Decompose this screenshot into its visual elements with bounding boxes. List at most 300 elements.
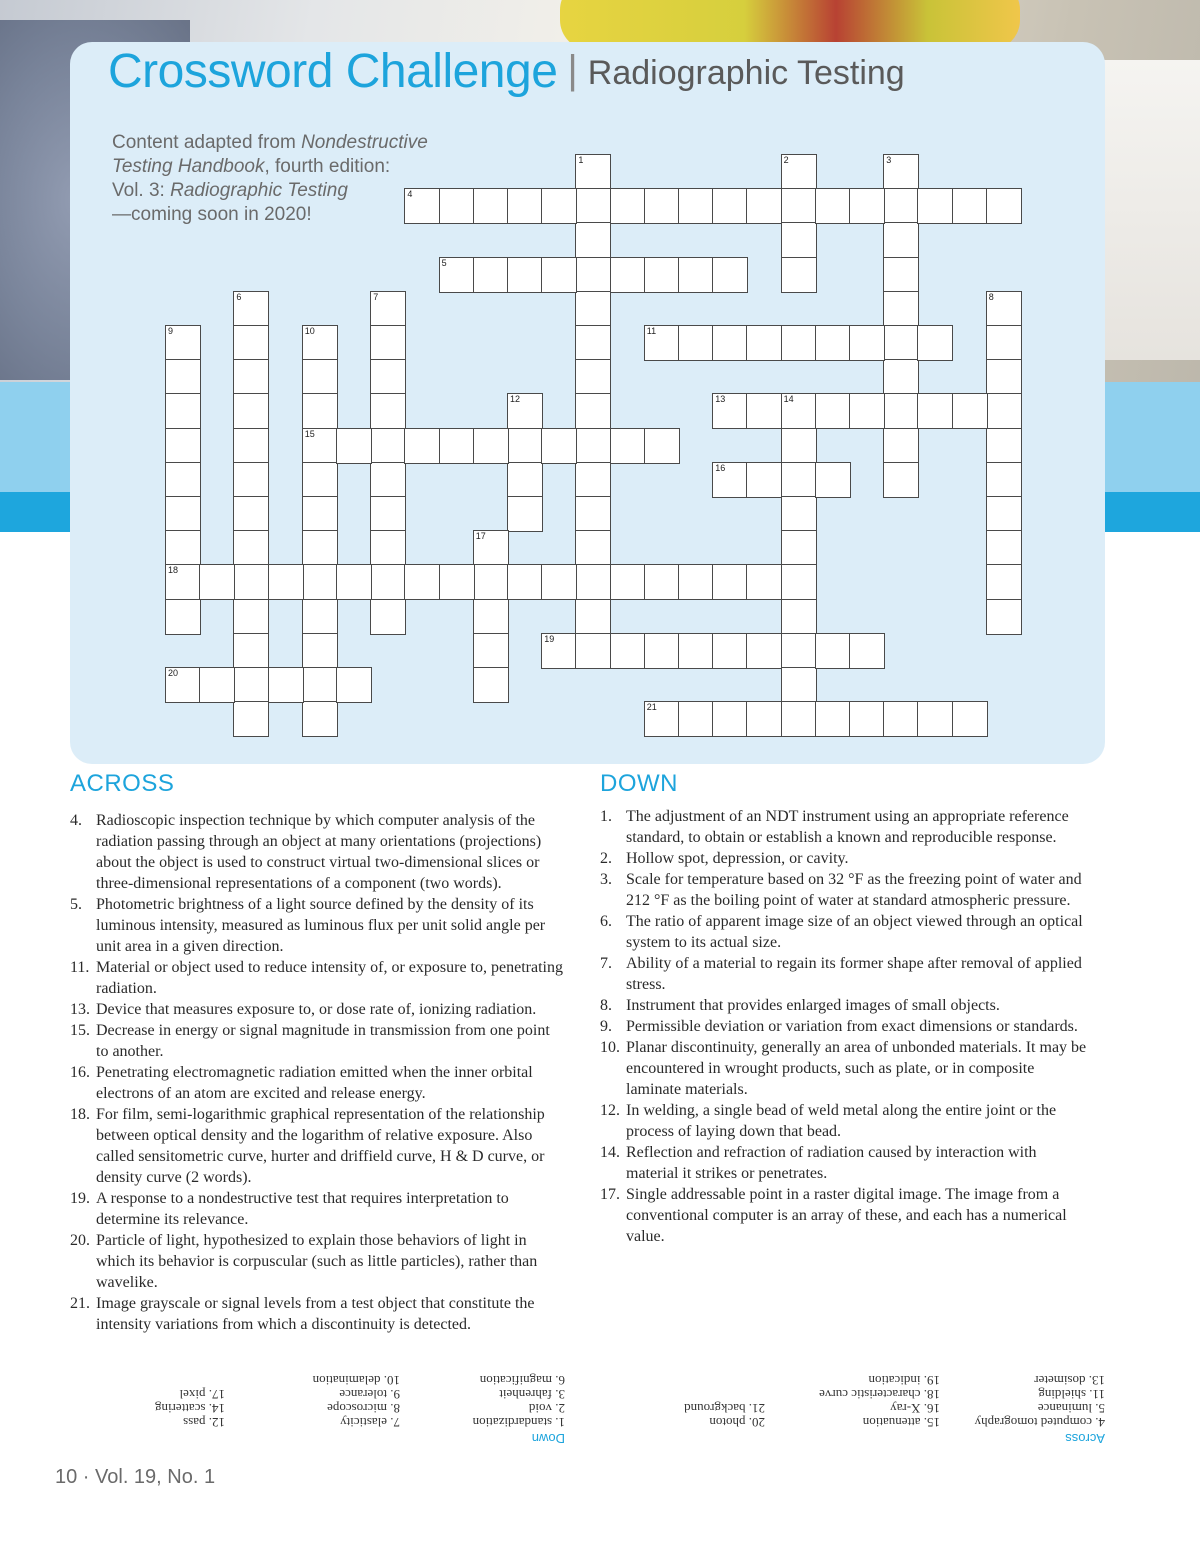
clue-item-number: 18. xyxy=(70,1106,90,1123)
crossword-cell[interactable] xyxy=(575,599,611,635)
clue-number: 11 xyxy=(646,326,657,336)
crossword-cell[interactable] xyxy=(610,428,646,464)
crossword-cell[interactable] xyxy=(883,701,919,737)
crossword-cell[interactable] xyxy=(575,325,611,361)
clue-item-number: 17. xyxy=(600,1186,620,1203)
crossword-cell[interactable] xyxy=(370,564,406,600)
answer-item: 2. void xyxy=(528,1401,565,1416)
crossword-cell[interactable] xyxy=(233,428,269,464)
clue-item-number: 13. xyxy=(70,1001,90,1018)
crossword-cell[interactable] xyxy=(268,667,304,703)
crossword-cell[interactable] xyxy=(815,393,851,429)
crossword-cell[interactable] xyxy=(849,325,885,361)
crossword-cell[interactable] xyxy=(302,564,338,600)
crossword-cell[interactable] xyxy=(507,257,543,293)
crossword-cell[interactable] xyxy=(370,291,406,327)
clue-item-text: Device that measures exposure to, or dose rate of, ionizing radiation. xyxy=(96,1001,537,1018)
answers-down-col3 xyxy=(155,1387,225,1445)
intro-line1-italic: Nondestructive xyxy=(301,132,428,153)
answer-key xyxy=(70,1373,1105,1446)
crossword-cell[interactable] xyxy=(815,325,851,361)
crossword-cell[interactable] xyxy=(849,188,885,224)
answer-item: 8. microscope xyxy=(327,1401,400,1416)
crossword-cell[interactable] xyxy=(644,633,680,669)
crossword-cell[interactable] xyxy=(575,359,611,395)
crossword-cell[interactable] xyxy=(781,496,817,532)
clue-item xyxy=(70,1104,565,1188)
clue-item-text: In welding, a single bead of weld metal along the entire joint or the process of laying down that bead. xyxy=(626,1102,1057,1140)
crossword-cell[interactable] xyxy=(302,599,338,635)
clue-item xyxy=(600,1037,1090,1100)
clue-item-number: 20. xyxy=(70,1232,90,1249)
crossword-cell[interactable] xyxy=(712,701,748,737)
crossword-cell[interactable] xyxy=(336,428,372,464)
crossword-cell[interactable] xyxy=(644,188,680,224)
crossword-cell[interactable] xyxy=(370,428,406,464)
crossword-cell[interactable] xyxy=(336,564,372,600)
crossword-cell[interactable] xyxy=(370,496,406,532)
clue-item-text: Material or object used to reduce intensity of, or exposure to, penetrating radiation. xyxy=(96,959,563,997)
crossword-cell[interactable] xyxy=(917,393,953,429)
crossword-cell[interactable] xyxy=(233,530,269,566)
answers-down-heading: Down xyxy=(531,1431,565,1446)
clue-number: 21 xyxy=(646,702,657,713)
clue-number: 2 xyxy=(783,155,789,165)
crossword-cell[interactable] xyxy=(575,393,611,429)
answers-across-heading: Across xyxy=(1065,1431,1105,1446)
clue-item-text: Radioscopic inspection technique by which computer analysis of the radiation passing through an object at many orientations (projections) about the object is used to construct virtual two-dimensional slices or three-dimensional representations of a component (two words). xyxy=(96,812,542,892)
clue-item-text: Permissible deviation or variation from exact dimensions or standards. xyxy=(626,1018,1078,1035)
crossword-cell[interactable] xyxy=(986,599,1022,635)
clue-item-text: The adjustment of an NDT instrument using an appropriate reference standard, to obtain or establish a known and reproducible response. xyxy=(626,808,1069,846)
crossword-cell[interactable] xyxy=(952,188,988,224)
answer-item: 7. elasticity xyxy=(340,1415,400,1430)
crossword-cell[interactable] xyxy=(883,428,919,464)
crossword-cell[interactable] xyxy=(986,530,1022,566)
clue-item xyxy=(600,806,1090,848)
crossword-cell[interactable] xyxy=(439,257,475,293)
crossword-cell[interactable] xyxy=(746,325,782,361)
crossword-cell[interactable] xyxy=(986,462,1022,498)
crossword-cell[interactable] xyxy=(883,222,919,258)
crossword-cell[interactable] xyxy=(746,188,782,224)
crossword-cell[interactable] xyxy=(644,325,680,361)
clue-item-text: Decrease in energy or signal magnitude in transmission from one point to another. xyxy=(96,1022,550,1060)
answer-item: 9. tolerance xyxy=(339,1387,400,1402)
intro-line3-italic: Radiographic Testing xyxy=(170,180,348,201)
crossword-cell[interactable] xyxy=(575,257,611,293)
clue-number: 18 xyxy=(168,565,179,576)
clue-item xyxy=(70,1230,565,1293)
crossword-cell[interactable] xyxy=(815,462,851,498)
crossword-cell[interactable] xyxy=(233,462,269,498)
answer-item: 21. background xyxy=(684,1401,765,1416)
crossword-cell[interactable] xyxy=(575,530,611,566)
crossword-cell[interactable] xyxy=(199,667,235,703)
answers-across-col3 xyxy=(684,1401,765,1445)
clue-item-number: 5. xyxy=(70,896,82,913)
down-heading: DOWN xyxy=(600,770,678,797)
crossword-cell[interactable] xyxy=(883,291,919,327)
clue-number: 13 xyxy=(715,394,726,405)
crossword-cell[interactable] xyxy=(781,667,817,703)
clue-item-text: Hollow spot, depression, or cavity. xyxy=(626,850,849,867)
crossword-cell[interactable] xyxy=(712,325,748,361)
crossword-cell[interactable] xyxy=(746,633,782,669)
crossword-cell[interactable] xyxy=(678,564,714,600)
crossword-cell[interactable] xyxy=(507,393,543,429)
clue-number: 6 xyxy=(236,291,242,302)
clue-item xyxy=(600,953,1090,995)
clue-number: 8 xyxy=(988,291,994,302)
crossword-cell[interactable] xyxy=(165,393,201,429)
intro-line3-prefix: Vol. 3: xyxy=(112,180,171,201)
crossword-cell[interactable] xyxy=(575,462,611,498)
crossword-cell[interactable] xyxy=(302,667,338,703)
crossword-cell[interactable] xyxy=(575,428,611,464)
intro-line1-prefix: Content adapted from xyxy=(112,132,302,153)
answers-down-col1 xyxy=(473,1373,565,1445)
crossword-cell[interactable] xyxy=(815,188,851,224)
crossword-cell[interactable] xyxy=(268,564,304,600)
crossword-cell[interactable] xyxy=(849,633,885,669)
clue-item-text: The ratio of apparent image size of an object viewed through an optical system to its actual size. xyxy=(626,913,1083,951)
crossword-cell[interactable] xyxy=(199,564,235,600)
clue-item-text: Instrument that provides enlarged images of small objects. xyxy=(626,997,1000,1014)
title-main: Crossword Challenge xyxy=(108,45,558,98)
clue-item-number: 3. xyxy=(600,871,612,888)
crossword-cell[interactable] xyxy=(302,462,338,498)
crossword-cell[interactable] xyxy=(678,325,714,361)
clue-item-number: 21. xyxy=(70,1295,90,1312)
clue-item-number: 8. xyxy=(600,997,612,1014)
crossword-cell[interactable] xyxy=(575,222,611,258)
crossword-cell[interactable] xyxy=(473,564,509,600)
crossword-cell[interactable] xyxy=(781,222,817,258)
crossword-cell[interactable] xyxy=(644,564,680,600)
crossword-cell[interactable] xyxy=(302,633,338,669)
crossword-cell[interactable] xyxy=(541,188,577,224)
crossword-cell[interactable] xyxy=(883,393,919,429)
crossword-cell[interactable] xyxy=(165,496,201,532)
crossword-cell[interactable] xyxy=(541,564,577,600)
crossword-cell[interactable] xyxy=(575,633,611,669)
crossword-cell[interactable] xyxy=(952,393,988,429)
crossword-cell[interactable] xyxy=(781,257,817,293)
crossword-cell[interactable] xyxy=(986,428,1022,464)
clue-item xyxy=(600,911,1090,953)
answers-down-col2 xyxy=(313,1373,400,1445)
clue-item xyxy=(70,894,565,957)
crossword-cell[interactable] xyxy=(917,325,953,361)
clue-item-text: Planar discontinuity, generally an area of unbonded materials. It may be encountered in wrought products, such as plate, or in composite laminate materials. xyxy=(626,1039,1087,1098)
crossword-cell[interactable] xyxy=(370,530,406,566)
crossword-cell[interactable] xyxy=(952,701,988,737)
crossword-cell[interactable] xyxy=(575,291,611,327)
crossword-cell[interactable] xyxy=(165,325,201,361)
crossword-cell[interactable] xyxy=(917,188,953,224)
crossword-cell[interactable] xyxy=(746,701,782,737)
clue-item xyxy=(70,1062,565,1104)
clue-item-number: 11. xyxy=(70,959,90,976)
crossword-cell[interactable] xyxy=(781,428,817,464)
intro-line4: —coming soon in 2020! xyxy=(112,204,312,225)
answer-item: 18. characteristic curve xyxy=(819,1387,940,1402)
intro-line2-suffix: , fourth edition: xyxy=(264,156,391,177)
answer-item: 1. standardization xyxy=(472,1415,565,1430)
crossword-cell[interactable] xyxy=(644,701,680,737)
crossword-cell[interactable] xyxy=(233,325,269,361)
answer-item: 5. luminance xyxy=(1037,1401,1105,1416)
crossword-cell[interactable] xyxy=(986,188,1022,224)
crossword-cell[interactable] xyxy=(233,701,269,737)
answer-item: 12. pass xyxy=(183,1415,225,1430)
clue-item-text: Reflection and refraction of radiation caused by interaction with material it strikes or penetrates. xyxy=(626,1144,1037,1182)
clue-item-number: 19. xyxy=(70,1190,90,1207)
title-separator: | xyxy=(567,48,578,92)
answer-item: 3. fahrenheit xyxy=(499,1387,565,1402)
crossword-cell[interactable] xyxy=(712,188,748,224)
crossword-cell[interactable] xyxy=(370,325,406,361)
crossword-cell[interactable] xyxy=(781,188,817,224)
answer-item: 4. computed tomography xyxy=(974,1415,1105,1430)
crossword-cell[interactable] xyxy=(610,564,646,600)
answer-item: 11. shielding xyxy=(1038,1387,1105,1402)
answer-item: 14. scattering xyxy=(154,1401,225,1416)
crossword-cell[interactable] xyxy=(233,599,269,635)
across-heading: ACROSS xyxy=(70,770,175,797)
crossword-cell[interactable] xyxy=(883,462,919,498)
crossword-cell[interactable] xyxy=(575,154,611,190)
crossword-cell[interactable] xyxy=(473,633,509,669)
answer-item: 10. delamination xyxy=(312,1373,400,1388)
crossword-cell[interactable] xyxy=(165,462,201,498)
crossword-cell[interactable] xyxy=(815,633,851,669)
crossword-cell[interactable] xyxy=(781,393,817,429)
crossword-cell[interactable] xyxy=(712,393,748,429)
clue-item-text: Penetrating electromagnetic radiation emitted when the inner orbital electrons of an atom are excited and release energy. xyxy=(96,1064,533,1102)
crossword-cell[interactable] xyxy=(233,393,269,429)
crossword-cell[interactable] xyxy=(370,599,406,635)
answer-item: 20. photon xyxy=(709,1415,765,1430)
crossword-cell[interactable] xyxy=(302,701,338,737)
crossword-cell[interactable] xyxy=(781,701,817,737)
crossword-cell[interactable] xyxy=(610,633,646,669)
crossword-cell[interactable] xyxy=(541,428,577,464)
clue-item xyxy=(600,869,1090,911)
answer-item: 6. magnification xyxy=(479,1373,565,1388)
crossword-cell[interactable] xyxy=(986,325,1022,361)
answers-across-col2 xyxy=(819,1373,940,1445)
page-footer: 10 · Vol. 19, No. 1 xyxy=(55,1466,216,1488)
crossword-cell[interactable] xyxy=(404,428,440,464)
clue-number: 12 xyxy=(510,394,521,405)
clue-item-number: 7. xyxy=(600,955,612,972)
crossword-cell[interactable] xyxy=(575,496,611,532)
answers-across-col1 xyxy=(975,1373,1105,1445)
crossword-cell[interactable] xyxy=(233,633,269,669)
crossword-cell[interactable] xyxy=(302,325,338,361)
crossword-cell[interactable] xyxy=(302,530,338,566)
crossword-cell[interactable] xyxy=(473,257,509,293)
crossword-cell[interactable] xyxy=(404,564,440,600)
crossword-cell[interactable] xyxy=(473,599,509,635)
crossword-cell[interactable] xyxy=(507,462,543,498)
clue-item-number: 9. xyxy=(600,1018,612,1035)
clue-item xyxy=(600,1100,1090,1142)
clue-item xyxy=(70,999,565,1020)
clue-number: 14 xyxy=(783,394,794,405)
crossword-cell[interactable] xyxy=(883,188,919,224)
crossword-cell[interactable] xyxy=(370,462,406,498)
crossword-cell[interactable] xyxy=(233,291,269,327)
crossword-cell[interactable] xyxy=(986,359,1022,395)
clue-item xyxy=(70,1188,565,1230)
crossword-cell[interactable] xyxy=(302,428,338,464)
page-title xyxy=(108,44,905,99)
crossword-cell[interactable] xyxy=(233,359,269,395)
crossword-cell[interactable] xyxy=(849,393,885,429)
clue-item xyxy=(600,848,1090,869)
crossword-cell[interactable] xyxy=(336,667,372,703)
clue-item-number: 14. xyxy=(600,1144,620,1161)
crossword-cell[interactable] xyxy=(986,564,1022,600)
crossword-cell[interactable] xyxy=(473,188,509,224)
crossword-cell[interactable] xyxy=(883,154,919,190)
clue-number: 4 xyxy=(407,189,413,200)
crossword-cell[interactable] xyxy=(781,325,817,361)
clue-item xyxy=(600,1142,1090,1184)
crossword-cell[interactable] xyxy=(439,188,475,224)
crossword-cell[interactable] xyxy=(849,701,885,737)
clue-item-text: A response to a nondestructive test that requires interpretation to determine its relevance. xyxy=(96,1190,509,1228)
clue-item-number: 15. xyxy=(70,1022,90,1039)
answer-item: 19. indication xyxy=(868,1373,940,1388)
clue-item-number: 2. xyxy=(600,850,612,867)
clue-item xyxy=(600,995,1090,1016)
clue-item-text: Scale for temperature based on 32 °F as the freezing point of water and 212 °F as the boiling point of water at standard atmospheric pressure. xyxy=(626,871,1082,909)
crossword-cell[interactable] xyxy=(507,188,543,224)
crossword-cell[interactable] xyxy=(302,496,338,532)
crossword-cell[interactable] xyxy=(233,667,269,703)
crossword-cell[interactable] xyxy=(610,188,646,224)
clue-item-text: Image grayscale or signal levels from a test object that constitute the intensity variations from which a discontinuity is detected. xyxy=(96,1295,535,1333)
crossword-cell[interactable] xyxy=(165,667,201,703)
crossword-cell[interactable] xyxy=(302,393,338,429)
crossword-cell[interactable] xyxy=(917,701,953,737)
crossword-cell[interactable] xyxy=(165,564,201,600)
crossword-cell[interactable] xyxy=(781,599,817,635)
clue-number: 5 xyxy=(441,257,447,268)
clue-item-text: Single addressable point in a raster digital image. The image from a conventional computer is an array of these, and each has a numerical value. xyxy=(626,1186,1067,1245)
crossword-cell[interactable] xyxy=(781,564,817,600)
crossword-cell[interactable] xyxy=(302,359,338,395)
answer-item: 15. attenuation xyxy=(862,1415,940,1430)
crossword-cell[interactable] xyxy=(473,667,509,703)
crossword-cell[interactable] xyxy=(541,633,577,669)
crossword-cell[interactable] xyxy=(370,393,406,429)
crossword-cell[interactable] xyxy=(712,633,748,669)
crossword-cell[interactable] xyxy=(986,393,1022,429)
crossword-cell[interactable] xyxy=(781,530,817,566)
crossword-cell[interactable] xyxy=(165,359,201,395)
answer-item: 13. dosimeter xyxy=(1034,1373,1105,1388)
clue-item-number: 6. xyxy=(600,913,612,930)
crossword-cell[interactable] xyxy=(746,462,782,498)
clue-number: 16 xyxy=(715,462,726,473)
crossword-cell[interactable] xyxy=(165,428,201,464)
crossword-cell[interactable] xyxy=(678,633,714,669)
down-clue-list xyxy=(600,806,1090,1247)
crossword-cell[interactable] xyxy=(883,359,919,395)
clue-item-number: 1. xyxy=(600,808,612,825)
crossword-cell[interactable] xyxy=(439,564,475,600)
crossword-cell[interactable] xyxy=(233,564,269,600)
crossword-cell[interactable] xyxy=(986,496,1022,532)
clue-number: 15 xyxy=(304,428,315,439)
clue-item-text: Photometric brightness of a light source defined by the density of its luminous intensity, measured as luminous flux per unit solid angle per unit area in a given direction. xyxy=(96,896,546,955)
crossword-cell[interactable] xyxy=(746,393,782,429)
across-clue-list xyxy=(70,810,565,1335)
crossword-cell[interactable] xyxy=(986,291,1022,327)
clue-item-text: For film, semi-logarithmic graphical representation of the relationship between optical density and the logarithm of relative exposure. Also called sensitometric curve, hurter and driffield curve, H & D curve, or density curve (2 words). xyxy=(96,1106,545,1186)
crossword-cell[interactable] xyxy=(644,428,680,464)
crossword-cell[interactable] xyxy=(165,599,201,635)
crossword-cell[interactable] xyxy=(678,701,714,737)
crossword-cell[interactable] xyxy=(712,564,748,600)
crossword-cell[interactable] xyxy=(541,257,577,293)
intro-line2-italic: Testing Handbook xyxy=(112,156,265,177)
clue-number: 20 xyxy=(168,668,179,678)
crossword-cell[interactable] xyxy=(233,496,269,532)
crossword-cell[interactable] xyxy=(781,154,817,190)
crossword-cell[interactable] xyxy=(473,530,509,566)
clue-number: 19 xyxy=(544,633,555,644)
crossword-cell[interactable] xyxy=(644,257,680,293)
crossword-cell[interactable] xyxy=(507,428,543,464)
clue-item-number: 10. xyxy=(600,1039,620,1056)
crossword-cell[interactable] xyxy=(165,530,201,566)
crossword-cell[interactable] xyxy=(507,564,543,600)
crossword-cell[interactable] xyxy=(678,257,714,293)
clue-number: 7 xyxy=(373,291,379,302)
clue-number: 17 xyxy=(475,531,486,542)
crossword-cell[interactable] xyxy=(575,188,611,224)
clue-item xyxy=(70,1293,565,1335)
clue-item xyxy=(70,810,565,894)
answer-item: 16. X-ray xyxy=(890,1401,940,1416)
crossword-cell[interactable] xyxy=(575,564,611,600)
crossword-cell[interactable] xyxy=(712,257,748,293)
crossword-cell[interactable] xyxy=(473,428,509,464)
crossword-cell[interactable] xyxy=(883,325,919,361)
crossword-cell[interactable] xyxy=(439,428,475,464)
crossword-cell[interactable] xyxy=(610,257,646,293)
crossword-cell[interactable] xyxy=(883,257,919,293)
crossword-cell[interactable] xyxy=(404,188,440,224)
crossword-cell[interactable] xyxy=(815,701,851,737)
crossword-cell[interactable] xyxy=(678,188,714,224)
clue-item-number: 12. xyxy=(600,1102,620,1119)
crossword-cell[interactable] xyxy=(370,359,406,395)
crossword-cell[interactable] xyxy=(781,633,817,669)
crossword-cell[interactable] xyxy=(712,462,748,498)
crossword-cell[interactable] xyxy=(781,462,817,498)
crossword-cell[interactable] xyxy=(746,564,782,600)
title-subtitle: Radiographic Testing xyxy=(587,54,905,92)
clue-number: 10 xyxy=(304,326,315,336)
crossword-cell[interactable] xyxy=(507,496,543,532)
